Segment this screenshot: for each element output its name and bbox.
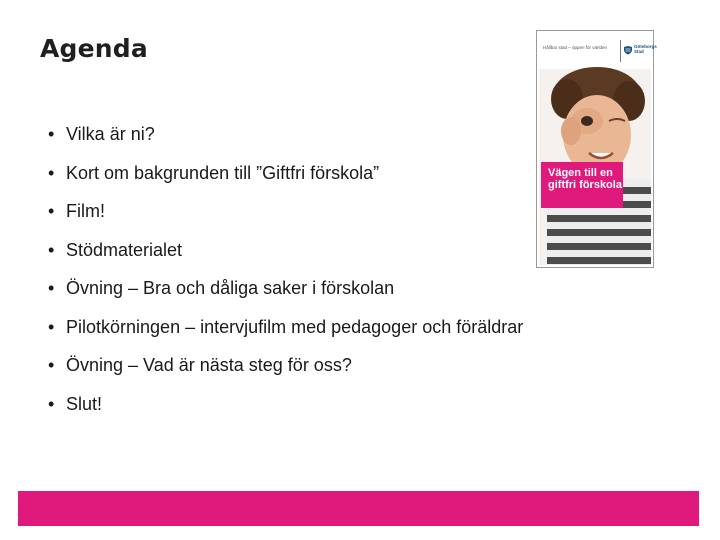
agenda-item (48, 199, 523, 238)
agenda-item-text: Vilka är ni? (66, 124, 155, 144)
bullet-icon: • (48, 124, 55, 144)
bullet-icon: • (48, 278, 55, 298)
slide-title: Agenda (40, 34, 148, 63)
agenda-item (48, 161, 523, 200)
agenda-item-text: Pilotkörningen – intervjufilm med pedagoger och föräldrar (66, 316, 524, 337)
agenda-item (48, 122, 523, 161)
agenda-item-text: Övning – Vad är nästa steg för oss? (66, 355, 352, 375)
agenda-item (48, 353, 523, 392)
agenda-item-text: Kort om bakgrunden till ”Giftfri förskola” (66, 162, 380, 183)
agenda-item-text: Film! (66, 201, 105, 221)
brochure-cover (536, 30, 657, 268)
bullet-icon: • (48, 201, 55, 221)
goteborg-logo-icon (623, 45, 633, 55)
agenda-list (48, 122, 523, 430)
agenda-item (48, 276, 523, 315)
agenda-item (48, 392, 523, 431)
cover-subtitle: Hållbar stad – öppen för världen (543, 45, 608, 50)
footer-accent-bar (18, 491, 699, 526)
agenda-item-text: Stödmaterialet (66, 239, 183, 260)
cover-logo-text: Göteborgs Stad (634, 44, 657, 54)
agenda-item (48, 315, 523, 354)
agenda-item-text: Övning – Bra och dåliga saker i förskolan (66, 278, 395, 298)
cover-header (537, 31, 657, 69)
agenda-item-text: Slut! (66, 393, 103, 414)
bullet-icon: • (48, 355, 55, 375)
agenda-item (48, 238, 523, 277)
cover-divider (620, 40, 621, 62)
bullet-icon: • (48, 239, 55, 260)
cover-banner (541, 162, 623, 208)
cover-banner-text: Vägen till en giftfri förskola (548, 167, 622, 191)
bullet-icon: • (48, 393, 55, 414)
bullet-icon: • (48, 162, 55, 183)
bullet-icon: • (48, 316, 55, 337)
